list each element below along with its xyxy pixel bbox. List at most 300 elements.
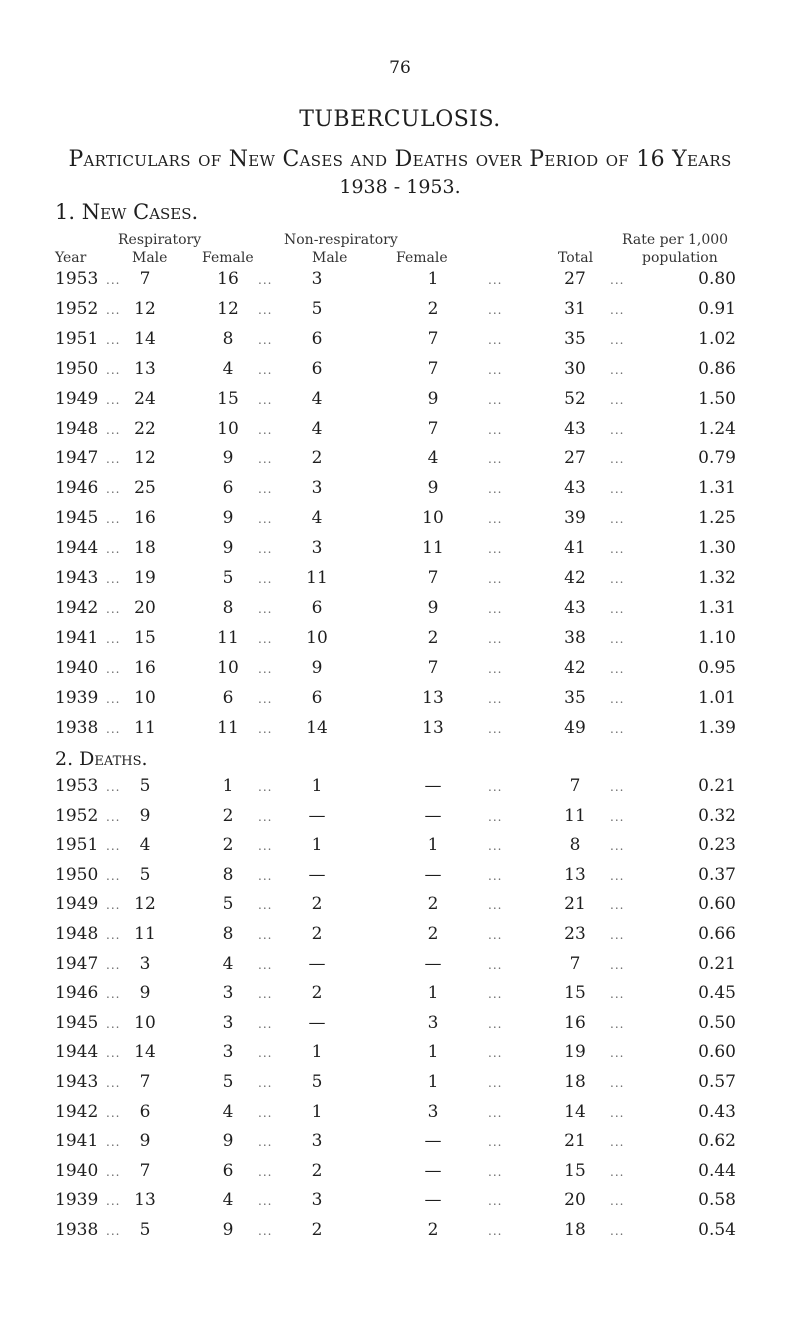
resp-male-cell: 12 bbox=[134, 298, 156, 319]
year-cell: 1952 bbox=[55, 805, 99, 826]
nonresp-female-cell: — bbox=[424, 953, 442, 974]
year-cell: 1950 bbox=[55, 358, 99, 379]
resp-male-cell: 12 bbox=[134, 894, 156, 915]
table-row bbox=[0, 299, 800, 329]
nonresp-female-cell: 3 bbox=[427, 1012, 439, 1033]
total-cell: 49 bbox=[564, 717, 586, 738]
nonresp-female-cell: 1 bbox=[427, 1072, 439, 1092]
nonresp-male-cell: 6 bbox=[311, 328, 323, 349]
leader-dots: ... bbox=[258, 572, 273, 586]
leader-dots: ... bbox=[488, 452, 503, 467]
nonresp-male-cell: 4 bbox=[311, 508, 323, 529]
table-row bbox=[0, 835, 800, 865]
section-new-cases-heading: 1. New Cases. bbox=[55, 200, 199, 224]
year-cell: 1950 bbox=[55, 864, 99, 885]
resp-male-cell: 7 bbox=[139, 1072, 151, 1092]
leader-dots: ... bbox=[258, 1135, 273, 1150]
resp-male-cell: 5 bbox=[139, 1220, 151, 1240]
rate-cell: 0.86 bbox=[698, 358, 736, 379]
rate-cell: 1.30 bbox=[698, 538, 736, 559]
leader-dots: ... bbox=[258, 1105, 273, 1120]
resp-female-cell: 3 bbox=[222, 1012, 234, 1033]
leader-dots: ... bbox=[258, 542, 273, 557]
table-row bbox=[0, 1220, 800, 1250]
header-population: population bbox=[642, 250, 718, 266]
leader-dots: ... bbox=[610, 452, 625, 467]
header-rate: Rate per 1,000 bbox=[622, 232, 729, 248]
nonresp-female-cell: — bbox=[424, 1190, 442, 1211]
leader-dots: ... bbox=[610, 542, 625, 557]
leader-dots: ... bbox=[106, 482, 121, 497]
leader-dots: ... bbox=[258, 422, 273, 437]
leader-dots: ... bbox=[106, 987, 121, 1002]
year-cell: 1949 bbox=[55, 388, 99, 409]
leader-dots: ... bbox=[610, 302, 625, 317]
leader-dots: ... bbox=[488, 392, 503, 407]
leader-dots: ... bbox=[488, 839, 503, 854]
resp-female-cell: 8 bbox=[222, 864, 234, 885]
rate-cell: 0.21 bbox=[698, 776, 736, 796]
leader-dots: ... bbox=[488, 362, 503, 377]
nonresp-female-cell: 1 bbox=[427, 835, 439, 856]
year-cell: 1952 bbox=[55, 298, 99, 319]
table-row bbox=[0, 688, 800, 718]
year-cell: 1951 bbox=[55, 328, 99, 349]
nonresp-female-cell: 9 bbox=[427, 478, 439, 499]
leader-dots: ... bbox=[258, 1194, 273, 1209]
rate-cell: 0.60 bbox=[698, 894, 736, 915]
leader-dots: ... bbox=[610, 721, 625, 736]
leader-dots: ... bbox=[610, 868, 625, 883]
table-row bbox=[0, 1102, 800, 1132]
resp-female-cell: 15 bbox=[217, 388, 239, 409]
total-cell: 42 bbox=[564, 568, 586, 588]
resp-male-cell: 10 bbox=[134, 1012, 156, 1033]
resp-female-cell: 8 bbox=[222, 597, 234, 618]
total-cell: 42 bbox=[564, 657, 586, 678]
leader-dots: ... bbox=[106, 1105, 121, 1120]
leader-dots: ... bbox=[106, 898, 121, 913]
leader-dots: ... bbox=[258, 512, 273, 527]
table-row bbox=[0, 658, 800, 688]
total-cell: 41 bbox=[564, 538, 586, 559]
leader-dots: ... bbox=[258, 1224, 273, 1238]
resp-female-cell: 8 bbox=[222, 924, 234, 944]
resp-male-cell: 24 bbox=[134, 388, 156, 409]
resp-female-cell: 5 bbox=[222, 568, 234, 588]
leader-dots: ... bbox=[610, 512, 625, 527]
leader-dots: ... bbox=[488, 422, 503, 437]
table-row bbox=[0, 718, 800, 748]
nonresp-female-cell: 13 bbox=[422, 717, 444, 738]
table-row bbox=[0, 1013, 800, 1043]
resp-male-cell: 13 bbox=[134, 358, 156, 379]
resp-male-cell: 15 bbox=[134, 627, 156, 648]
leader-dots: ... bbox=[488, 512, 503, 527]
resp-female-cell: 12 bbox=[217, 298, 239, 319]
nonresp-male-cell: 2 bbox=[311, 983, 323, 1004]
year-cell: 1947 bbox=[55, 953, 99, 974]
leader-dots: ... bbox=[258, 452, 273, 467]
rate-cell: 0.23 bbox=[698, 835, 736, 856]
year-cell: 1944 bbox=[55, 1042, 99, 1063]
rate-cell: 0.45 bbox=[698, 983, 736, 1004]
nonresp-female-cell: 2 bbox=[427, 894, 439, 915]
leader-dots: ... bbox=[610, 1105, 625, 1120]
header-respiratory: Respiratory bbox=[118, 232, 202, 248]
year-cell: 1953 bbox=[55, 269, 99, 289]
total-cell: 21 bbox=[564, 1131, 586, 1152]
nonresp-female-cell: 9 bbox=[427, 597, 439, 618]
table-row bbox=[0, 894, 800, 924]
leader-dots: ... bbox=[610, 691, 625, 706]
year-cell: 1948 bbox=[55, 924, 99, 944]
leader-dots: ... bbox=[258, 928, 273, 942]
total-cell: 11 bbox=[564, 805, 586, 826]
resp-female-cell: 6 bbox=[222, 478, 234, 499]
total-cell: 52 bbox=[564, 388, 586, 409]
resp-male-cell: 22 bbox=[134, 418, 156, 439]
year-cell: 1938 bbox=[55, 1220, 99, 1240]
leader-dots: ... bbox=[610, 957, 625, 972]
nonresp-male-cell: 10 bbox=[306, 627, 328, 648]
rate-cell: 0.95 bbox=[698, 657, 736, 678]
rate-cell: 1.39 bbox=[698, 717, 736, 738]
total-cell: 27 bbox=[564, 269, 586, 289]
leader-dots: ... bbox=[488, 332, 503, 347]
nonresp-male-cell: 11 bbox=[306, 568, 328, 588]
resp-female-cell: 9 bbox=[222, 538, 234, 559]
nonresp-female-cell: 1 bbox=[427, 269, 439, 289]
table-row bbox=[0, 389, 800, 419]
resp-male-cell: 9 bbox=[139, 1131, 151, 1152]
nonresp-female-cell: 10 bbox=[422, 508, 444, 529]
leader-dots: ... bbox=[488, 721, 503, 736]
nonresp-male-cell: 2 bbox=[311, 1220, 323, 1240]
nonresp-female-cell: — bbox=[424, 805, 442, 826]
leader-dots: ... bbox=[610, 273, 625, 287]
year-cell: 1946 bbox=[55, 478, 99, 499]
year-cell: 1949 bbox=[55, 894, 99, 915]
leader-dots: ... bbox=[258, 1076, 273, 1090]
leader-dots: ... bbox=[488, 898, 503, 913]
resp-female-cell: 1 bbox=[222, 776, 234, 796]
nonresp-female-cell: 7 bbox=[427, 418, 439, 439]
leader-dots: ... bbox=[106, 957, 121, 972]
leader-dots: ... bbox=[610, 780, 625, 794]
leader-dots: ... bbox=[488, 542, 503, 557]
table-row bbox=[0, 983, 800, 1013]
rate-cell: 0.79 bbox=[698, 448, 736, 469]
page-number: 76 bbox=[389, 58, 411, 78]
year-cell: 1940 bbox=[55, 657, 99, 678]
resp-female-cell: 9 bbox=[222, 448, 234, 469]
header-nonresp-male: Male bbox=[312, 250, 348, 266]
resp-male-cell: 16 bbox=[134, 508, 156, 529]
leader-dots: ... bbox=[106, 1224, 121, 1238]
leader-dots: ... bbox=[610, 1194, 625, 1209]
total-cell: 27 bbox=[564, 448, 586, 469]
nonresp-female-cell: 13 bbox=[422, 687, 444, 708]
leader-dots: ... bbox=[488, 1076, 503, 1090]
resp-female-cell: 3 bbox=[222, 983, 234, 1004]
nonresp-male-cell: 6 bbox=[311, 597, 323, 618]
resp-female-cell: 11 bbox=[217, 627, 239, 648]
total-cell: 19 bbox=[564, 1042, 586, 1063]
year-cell: 1938 bbox=[55, 717, 99, 738]
resp-male-cell: 25 bbox=[134, 478, 156, 499]
resp-male-cell: 12 bbox=[134, 448, 156, 469]
total-cell: 15 bbox=[564, 1160, 586, 1181]
total-cell: 23 bbox=[564, 924, 586, 944]
year-cell: 1945 bbox=[55, 508, 99, 529]
rate-cell: 0.50 bbox=[698, 1012, 736, 1033]
nonresp-male-cell: 2 bbox=[311, 1160, 323, 1181]
resp-female-cell: 11 bbox=[217, 717, 239, 738]
nonresp-male-cell: 3 bbox=[311, 538, 323, 559]
total-cell: 8 bbox=[569, 835, 581, 856]
rate-cell: 0.66 bbox=[698, 924, 736, 944]
total-cell: 13 bbox=[564, 864, 586, 885]
table-row bbox=[0, 329, 800, 359]
header-non-respiratory: Non-respiratory bbox=[284, 232, 398, 248]
leader-dots: ... bbox=[610, 1046, 625, 1061]
resp-male-cell: 7 bbox=[139, 1160, 151, 1181]
year-cell: 1943 bbox=[55, 1072, 99, 1092]
rate-cell: 0.62 bbox=[698, 1131, 736, 1152]
year-cell: 1943 bbox=[55, 568, 99, 588]
rate-cell: 0.32 bbox=[698, 805, 736, 826]
leader-dots: ... bbox=[258, 1046, 273, 1061]
leader-dots: ... bbox=[488, 572, 503, 586]
total-cell: 35 bbox=[564, 328, 586, 349]
resp-male-cell: 5 bbox=[139, 776, 151, 796]
nonresp-male-cell: 1 bbox=[311, 835, 323, 856]
resp-male-cell: 9 bbox=[139, 983, 151, 1004]
leader-dots: ... bbox=[610, 392, 625, 407]
rate-cell: 0.21 bbox=[698, 953, 736, 974]
table-row bbox=[0, 1131, 800, 1161]
nonresp-female-cell: 2 bbox=[427, 924, 439, 944]
leader-dots: ... bbox=[610, 809, 625, 824]
leader-dots: ... bbox=[488, 482, 503, 497]
nonresp-male-cell: 2 bbox=[311, 924, 323, 944]
resp-male-cell: 6 bbox=[139, 1101, 151, 1122]
resp-male-cell: 16 bbox=[134, 657, 156, 678]
nonresp-male-cell: 3 bbox=[311, 1131, 323, 1152]
resp-male-cell: 10 bbox=[134, 687, 156, 708]
table-row bbox=[0, 1072, 800, 1102]
leader-dots: ... bbox=[610, 362, 625, 377]
leader-dots: ... bbox=[610, 898, 625, 913]
resp-female-cell: 6 bbox=[222, 1160, 234, 1181]
nonresp-female-cell: 7 bbox=[427, 568, 439, 588]
resp-male-cell: 3 bbox=[139, 953, 151, 974]
leader-dots: ... bbox=[106, 839, 121, 854]
leader-dots: ... bbox=[610, 1076, 625, 1090]
resp-male-cell: 19 bbox=[134, 568, 156, 588]
nonresp-male-cell: 3 bbox=[311, 478, 323, 499]
leader-dots: ... bbox=[258, 362, 273, 377]
leader-dots: ... bbox=[258, 839, 273, 854]
section-deaths-heading: 2. Deaths. bbox=[55, 748, 148, 770]
leader-dots: ... bbox=[610, 1164, 625, 1179]
table-row bbox=[0, 628, 800, 658]
header-total: Total bbox=[558, 250, 594, 266]
table-row bbox=[0, 598, 800, 628]
nonresp-female-cell: 7 bbox=[427, 358, 439, 379]
resp-male-cell: 18 bbox=[134, 538, 156, 559]
total-cell: 7 bbox=[569, 776, 581, 796]
leader-dots: ... bbox=[610, 572, 625, 586]
resp-female-cell: 9 bbox=[222, 1131, 234, 1152]
leader-dots: ... bbox=[610, 332, 625, 347]
total-cell: 16 bbox=[564, 1012, 586, 1033]
nonresp-male-cell: 1 bbox=[311, 1101, 323, 1122]
leader-dots: ... bbox=[258, 691, 273, 706]
leader-dots: ... bbox=[106, 392, 121, 407]
year-cell: 1948 bbox=[55, 418, 99, 439]
nonresp-male-cell: 14 bbox=[306, 717, 328, 738]
rate-cell: 0.44 bbox=[698, 1160, 736, 1181]
nonresp-male-cell: 1 bbox=[311, 1042, 323, 1063]
total-cell: 15 bbox=[564, 983, 586, 1004]
leader-dots: ... bbox=[488, 631, 503, 646]
leader-dots: ... bbox=[106, 1135, 121, 1150]
resp-female-cell: 5 bbox=[222, 894, 234, 915]
leader-dots: ... bbox=[106, 572, 121, 586]
resp-female-cell: 4 bbox=[222, 1190, 234, 1211]
rate-cell: 0.57 bbox=[698, 1072, 736, 1092]
leader-dots: ... bbox=[106, 1164, 121, 1179]
total-cell: 31 bbox=[564, 298, 586, 319]
nonresp-female-cell: 3 bbox=[427, 1101, 439, 1122]
rate-cell: 0.58 bbox=[698, 1190, 736, 1211]
leader-dots: ... bbox=[610, 482, 625, 497]
table-row bbox=[0, 776, 800, 806]
nonresp-male-cell: — bbox=[308, 864, 326, 885]
leader-dots: ... bbox=[258, 809, 273, 824]
leader-dots: ... bbox=[258, 721, 273, 736]
nonresp-female-cell: — bbox=[424, 1131, 442, 1152]
rate-cell: 1.25 bbox=[698, 508, 736, 529]
nonresp-male-cell: 3 bbox=[311, 1190, 323, 1211]
resp-male-cell: 7 bbox=[139, 269, 151, 289]
resp-male-cell: 14 bbox=[134, 1042, 156, 1063]
rate-cell: 1.31 bbox=[698, 478, 736, 499]
resp-male-cell: 11 bbox=[134, 924, 156, 944]
leader-dots: ... bbox=[488, 601, 503, 616]
leader-dots: ... bbox=[488, 1194, 503, 1209]
leader-dots: ... bbox=[106, 809, 121, 824]
resp-male-cell: 20 bbox=[134, 597, 156, 618]
resp-male-cell: 9 bbox=[139, 805, 151, 826]
leader-dots: ... bbox=[106, 1076, 121, 1090]
table-row bbox=[0, 508, 800, 538]
year-cell: 1939 bbox=[55, 1190, 99, 1211]
leader-dots: ... bbox=[610, 1135, 625, 1150]
table-row bbox=[0, 538, 800, 568]
leader-dots: ... bbox=[106, 928, 121, 942]
rate-cell: 0.80 bbox=[698, 269, 736, 289]
leader-dots: ... bbox=[258, 661, 273, 676]
header-nonresp-female: Female bbox=[396, 250, 448, 266]
resp-female-cell: 10 bbox=[217, 418, 239, 439]
leader-dots: ... bbox=[106, 721, 121, 736]
leader-dots: ... bbox=[488, 987, 503, 1002]
leader-dots: ... bbox=[488, 928, 503, 942]
nonresp-male-cell: 9 bbox=[311, 657, 323, 678]
nonresp-female-cell: 2 bbox=[427, 1220, 439, 1240]
leader-dots: ... bbox=[610, 987, 625, 1002]
leader-dots: ... bbox=[488, 868, 503, 883]
leader-dots: ... bbox=[258, 601, 273, 616]
leader-dots: ... bbox=[488, 661, 503, 676]
table-row bbox=[0, 1161, 800, 1191]
year-cell: 1942 bbox=[55, 597, 99, 618]
leader-dots: ... bbox=[488, 273, 503, 287]
resp-female-cell: 4 bbox=[222, 1101, 234, 1122]
resp-female-cell: 2 bbox=[222, 805, 234, 826]
nonresp-male-cell: 6 bbox=[311, 358, 323, 379]
leader-dots: ... bbox=[106, 273, 121, 287]
total-cell: 18 bbox=[564, 1072, 586, 1092]
rate-cell: 1.02 bbox=[698, 328, 736, 349]
leader-dots: ... bbox=[610, 928, 625, 942]
nonresp-male-cell: 5 bbox=[311, 298, 323, 319]
leader-dots: ... bbox=[106, 780, 121, 794]
nonresp-male-cell: 5 bbox=[311, 1072, 323, 1092]
total-cell: 35 bbox=[564, 687, 586, 708]
leader-dots: ... bbox=[488, 302, 503, 317]
nonresp-male-cell: 2 bbox=[311, 448, 323, 469]
leader-dots: ... bbox=[106, 542, 121, 557]
nonresp-male-cell: 3 bbox=[311, 269, 323, 289]
leader-dots: ... bbox=[258, 273, 273, 287]
resp-male-cell: 4 bbox=[139, 835, 151, 856]
year-cell: 1945 bbox=[55, 1012, 99, 1033]
nonresp-female-cell: 7 bbox=[427, 328, 439, 349]
leader-dots: ... bbox=[610, 422, 625, 437]
leader-dots: ... bbox=[610, 631, 625, 646]
table-row bbox=[0, 269, 800, 299]
resp-female-cell: 10 bbox=[217, 657, 239, 678]
year-cell: 1951 bbox=[55, 835, 99, 856]
resp-male-cell: 11 bbox=[134, 717, 156, 738]
page-subtitle-years: 1938 - 1953. bbox=[339, 176, 461, 198]
resp-male-cell: 5 bbox=[139, 864, 151, 885]
leader-dots: ... bbox=[258, 957, 273, 972]
nonresp-female-cell: — bbox=[424, 776, 442, 796]
leader-dots: ... bbox=[258, 898, 273, 913]
leader-dots: ... bbox=[258, 392, 273, 407]
leader-dots: ... bbox=[106, 868, 121, 883]
leader-dots: ... bbox=[106, 691, 121, 706]
leader-dots: ... bbox=[488, 1016, 503, 1031]
leader-dots: ... bbox=[488, 1164, 503, 1179]
leader-dots: ... bbox=[488, 1105, 503, 1120]
year-cell: 1944 bbox=[55, 538, 99, 559]
leader-dots: ... bbox=[258, 631, 273, 646]
total-cell: 30 bbox=[564, 358, 586, 379]
nonresp-female-cell: 2 bbox=[427, 627, 439, 648]
rate-cell: 0.54 bbox=[698, 1220, 736, 1240]
resp-female-cell: 2 bbox=[222, 835, 234, 856]
nonresp-male-cell: — bbox=[308, 1012, 326, 1033]
leader-dots: ... bbox=[258, 987, 273, 1002]
rate-cell: 1.50 bbox=[698, 388, 736, 409]
nonresp-male-cell: 4 bbox=[311, 418, 323, 439]
